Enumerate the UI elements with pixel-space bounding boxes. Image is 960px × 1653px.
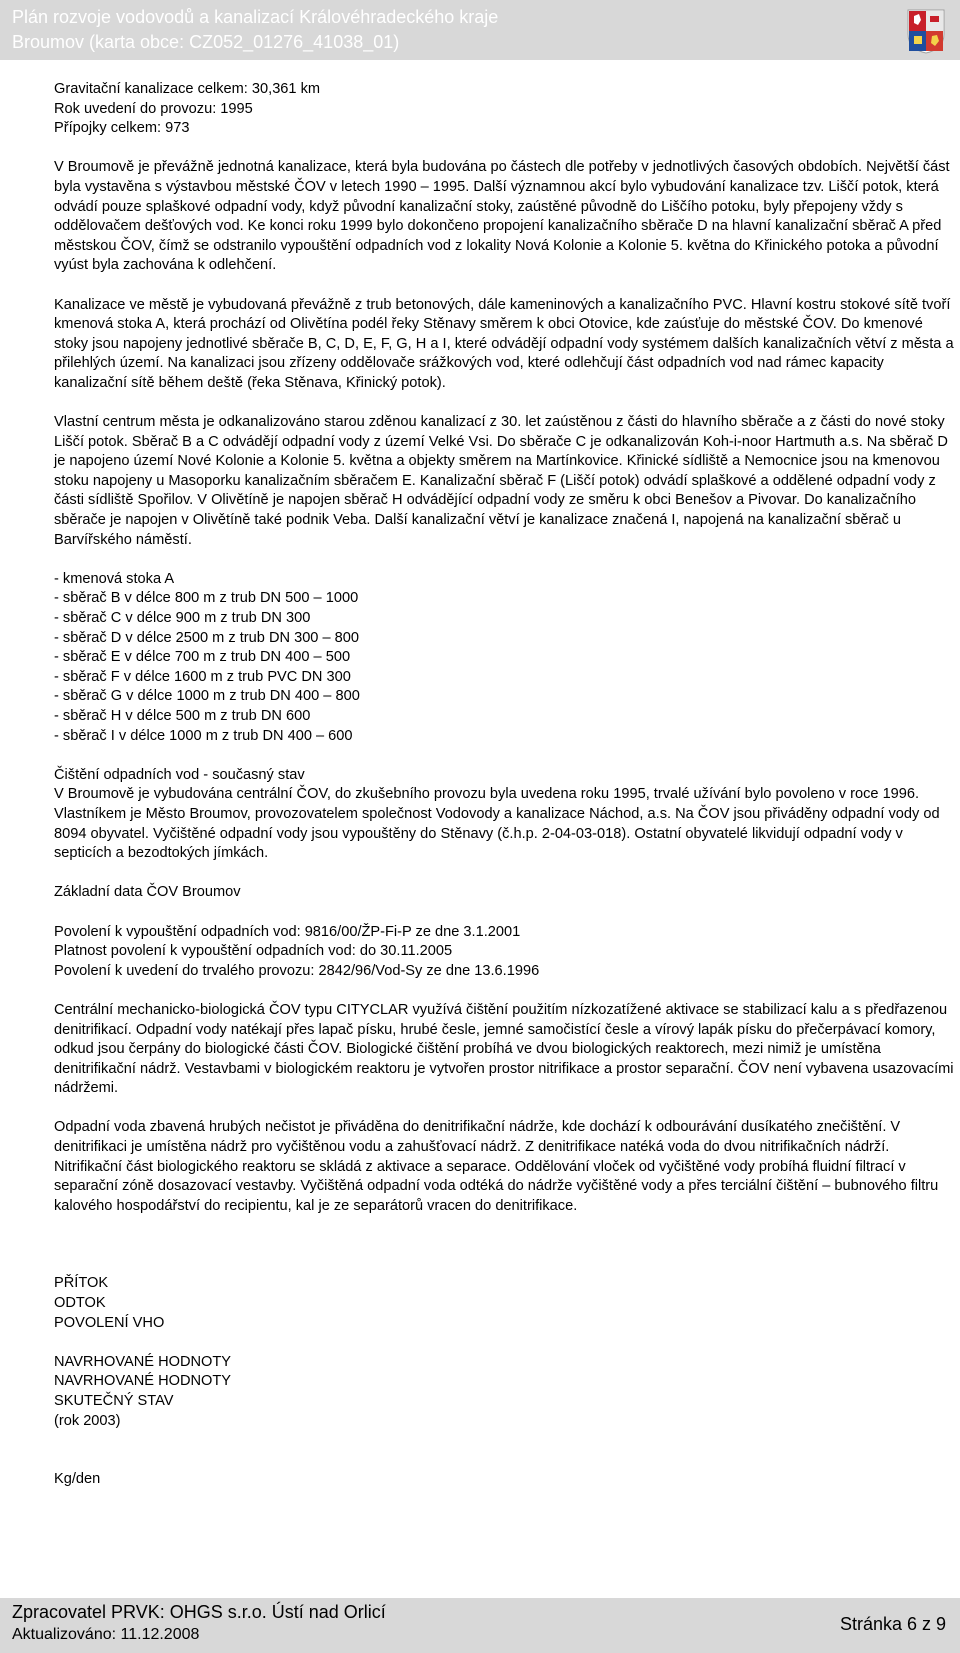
footer-processor: Zpracovatel PRVK: OHGS s.r.o. Ústí nad Orlicí <box>12 1602 386 1622</box>
label-outflow: ODTOK <box>54 1295 106 1312</box>
section-heading-wwtp: Čištění odpadních vod - současný stav <box>54 766 305 783</box>
list-item: - sběrač I v délce 1000 m z trub DN 400 – 600 <box>54 727 353 744</box>
paragraph-process: Centrální mechanicko-biologická ČOV typu CITYCLAR využívá čištění použitím nízkozatížené aktivace se stabilizací kalu a s předřazenou denitrifikací. Odpadní vody natékají přes lapač písku, hrubé česle, jemné samočistící česle a vírový lapák písku do přečerpávací komory, odkud jsou čerpány do biologické části ČOV. Biologické čištění probíhá ve dvou biologických reaktorech, mezi nimiž je umístěna denitrifikační nádrž. Vestavbami v biologickém reaktoru je vytvořen prostor nitrifikace a prostor separační. ČOV není vybavena usazovacími nádržemi. <box>54 1001 954 1097</box>
permit-discharge: Povolení k vypouštění odpadních vod: 9816/00/ŽP-Fi-P ze dne 3.1.2001 <box>54 923 521 940</box>
list-item: - sběrač C v délce 900 m z trub DN 300 <box>54 610 311 627</box>
document-body <box>54 80 954 1490</box>
label-actual-state: SKUTEČNÝ STAV <box>54 1393 174 1409</box>
label-unit: Kg/den <box>54 1471 101 1488</box>
paragraph-wwtp: V Broumově je vybudována centrální ČOV, do zkušebního provozu byla uvedena roku 1995, trvalé užívání bylo povoleno v roce 1996. Vlastníkem je Město Broumov, provozovatelem společnost Vodovody a kanalizace Náchod, a.s. Na ČOV jsou přiváděny odpadní vody od 8094 obyvatel. Vyčištěné odpadní vody jsou vypouštěny do Stěnavy (č.h.p. 2-04-03-018). Ostatní obyvatelé likvidují odpadní vody v septicích a bezodtokých jímkách. <box>54 786 940 862</box>
list-item: - sběrač G v délce 1000 m z trub DN 400 – 800 <box>54 688 360 705</box>
paragraph-process-detail: Odpadní voda zbavená hrubých nečistot je přiváděna do denitrifikační nádrže, kde dochází k odbourávání dusíkatého znečištění. V denitrifikaci je umístěna nádrž pro vyčištěnou vodu a zahušťovací nádrž. Z denitrifikace natéká voda do dvou nitrifikačních nádrží. Nitrifikační část biologického reaktoru se skládá z aktivace a separace. Oddělování vloček od vyčištěné vody probíhá fluidní filtrací v separační zóně dosazovací vestavby. Vyčištěná odpadní voda odtéká do nádrže vyčištěné vody a přes terciální čištění – bubnového filtru kalového hospodářství do recipientu, kal je ze separátorů vracen do denitrifikace. <box>54 1119 939 1214</box>
paragraph-materials: Kanalizace ve městě je vybudovaná převážně z trub betonových, dále kameninových a kanalizačního PVC. Hlavní kostru stokové sítě tvoří kmenová stoka A, která prochází od Olivětína podél řeky Stěnavy směrem k obci Otovice, kde zaúsťuje do městské ČOV. Do kmenové stoky jsou napojeny jednotlivé sběrače B, C, D, E, F, G, H a I, které odvádějí odpadní vody systémem dalších kanalizačních větví z města a přilehlých území. Na kanalizaci jsou zřízeny oddělovače srážkových vod, které odlehčují část odpadních vod nad rámec kapacity kanalizační sítě během deště (řeka Stěnava, Křinický potok). <box>54 296 954 391</box>
section-heading-basic-data: Základní data ČOV Broumov <box>54 884 241 901</box>
label-inflow: PŘÍTOK <box>54 1275 109 1292</box>
page-footer <box>0 1598 960 1653</box>
paragraph-history: V Broumově je převážně jednotná kanalizace, která byla budována po částech dle potřeby v jednotlivých časových obdobích. Největší část byla vystavěna s výstavbou městské ČOV v letech 1990 – 1995. Další významnou akcí bylo vybudování kanalizace tzv. Liščí potok, která odvádí pouze splaškové odpadní vody, když původní kanalizační stoky, zaústěné původně do Liščího potoku, byly přepojeny vždy s oddělovačem dešťových vod. Ke konci roku 1999 bylo dokončeno propojení kanalizačního sběrače D na hlavní kanalizační sběrač A před městskou ČOV, čímž se odstranilo vypouštění odpadních vod z lokality Nová Kolonie a Kolonie 5. května do Křinického potoka a původní vyúst byla zachována k odlehčení. <box>54 159 950 274</box>
list-item: - sběrač E v délce 700 m z trub DN 400 – 500 <box>54 649 351 666</box>
sewer-list <box>54 570 954 746</box>
page-header <box>0 0 960 60</box>
document-subtitle: Broumov (karta obce: CZ052_01276_41038_01) <box>12 32 400 52</box>
label-designed-values: NAVRHOVANÉ HODNOTY <box>54 1353 232 1370</box>
footer-updated: Aktualizováno: 11.12.2008 <box>12 1626 200 1643</box>
page-number: Stránka 6 z 9 <box>839 1614 946 1634</box>
list-item: - sběrač B v délce 800 m z trub DN 500 – 1000 <box>54 590 359 607</box>
list-item: - sběrač D v délce 2500 m z trub DN 300 – 800 <box>54 629 360 646</box>
stat-sewer-length: Gravitační kanalizace celkem: 30,361 km <box>54 81 321 97</box>
label-designed-values: NAVRHOVANÉ HODNOTY <box>54 1373 232 1390</box>
regional-coat-of-arms-icon <box>906 8 946 54</box>
stat-year-in-operation: Rok uvedení do provozu: 1995 <box>54 100 253 117</box>
label-year: (rok 2003) <box>54 1412 121 1429</box>
list-item: - kmenová stoka A <box>54 570 175 587</box>
list-item: - sběrač F v délce 1600 m z trub PVC DN 300 <box>54 668 351 685</box>
document-title: Plán rozvoje vodovodů a kanalizací Královéhradeckého kraje <box>12 7 499 27</box>
permit-operation: Povolení k uvedení do trvalého provozu: 2842/96/Vod-Sy ze dne 13.6.1996 <box>54 962 540 979</box>
label-permit-vho: POVOLENÍ VHO <box>54 1314 165 1331</box>
paragraph-city-center: Vlastní centrum města je odkanalizováno starou zděnou kanalizací z 30. let zaústěnou z části do hlavního sběrače a z části do nové stoky Liščí potok. Sběrač B a C odvádějí odpadní vody z území Velké Vsi. Do sběrače C je odkanalizován Koh-i-noor Hartmuth a.s. Na sběrač D je napojeno území Nové Kolonie a Kolonie 5. května a objekty směrem na Martínkovice. Křinické sídliště a Nemocnice jsou na kmenovou stoku napojeny u Masoporku kanalizačním sběračem E. Kanalizační sběrač F (Liščí potok) odvádí splaškové a oddělené odpadní vody z části sídliště Spořilov. V Olivětíně je napojen sběrač H odvádějící odpadní vody ze směru k obci Benešov a Pivovar. Do kanalizačního sběrače je napojen v Olivětíně také podnik Veba. Další kanalizační větví je kanalizace značená I, napojená na kanalizační sběrač u Barvířského náměstí. <box>54 414 948 548</box>
list-item: - sběrač H v délce 500 m z trub DN 600 <box>54 708 311 724</box>
permit-validity: Platnost povolení k vypouštění odpadních vod: do 30.11.2005 <box>54 943 453 960</box>
stat-connections: Přípojky celkem: 973 <box>54 120 190 137</box>
